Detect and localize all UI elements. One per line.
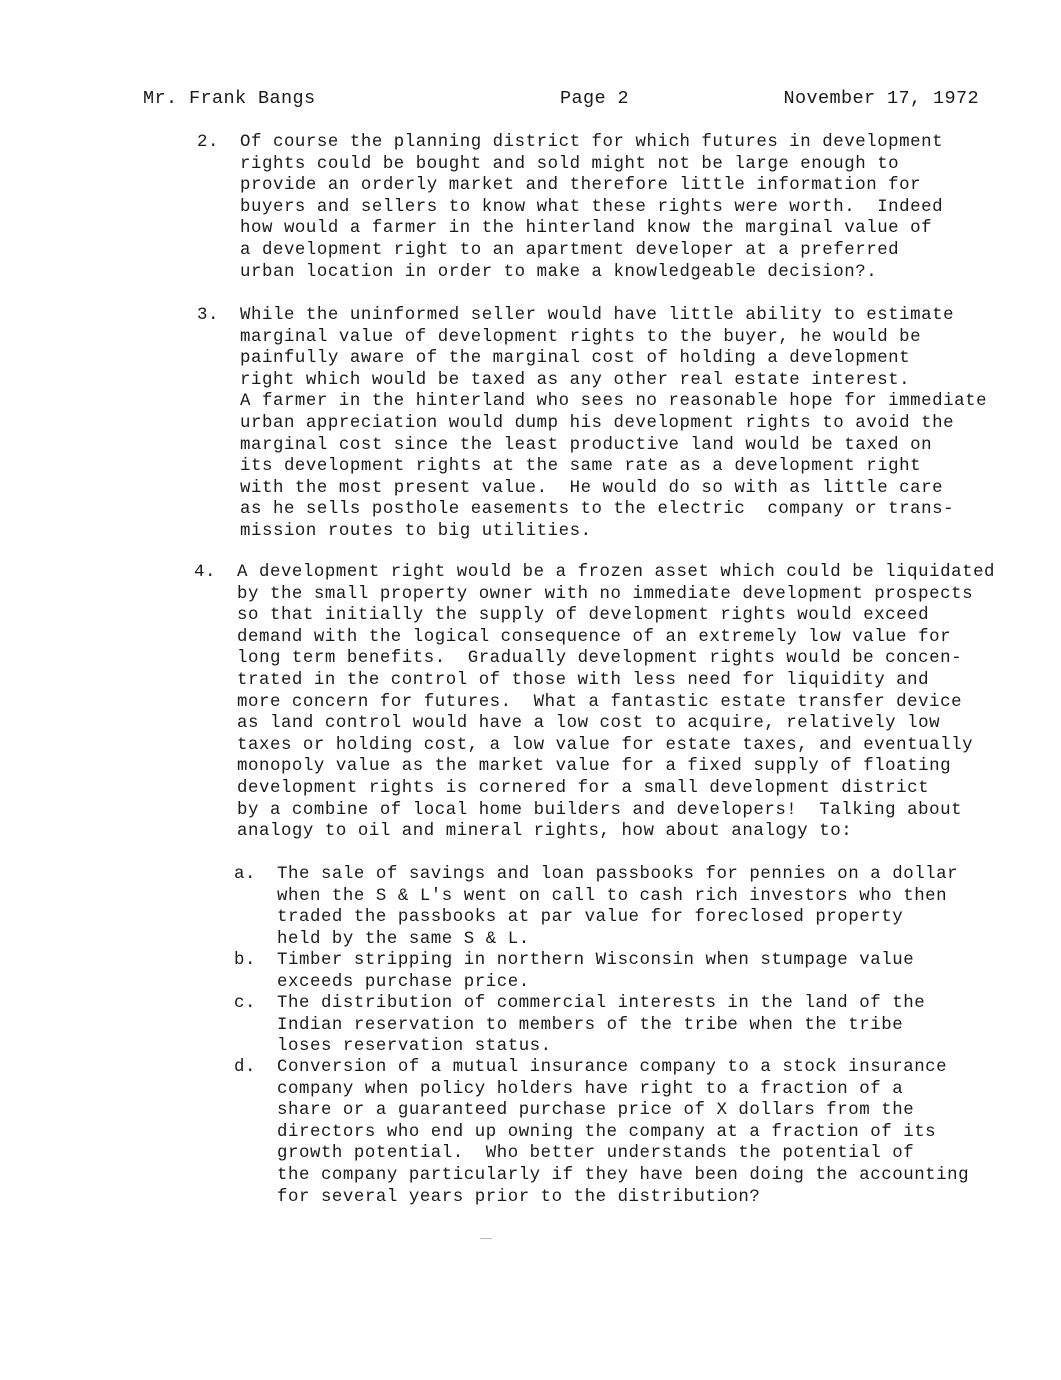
paragraph-line: urban location in order to make a knowledgeable decision?.	[240, 262, 878, 282]
subitem-a	[234, 864, 959, 950]
paragraph-number: 2.	[197, 133, 219, 152]
subitem-line: The distribution of commercial interests in the land of the	[277, 994, 926, 1013]
paragraph-line: long term benefits. Gradually development rights would be concen-	[237, 649, 963, 669]
subitem-line: company when policy holders have right to a fraction of a	[277, 1079, 904, 1099]
paragraph-line: mission routes to big utilities.	[240, 521, 592, 541]
subitem-line: Indian reservation to members of the tribe when the tribe	[277, 1015, 904, 1035]
page-header	[143, 88, 979, 114]
subitem-line: the company particularly if they have been doing the accounting	[277, 1165, 970, 1185]
paragraph-line: a development right to an apartment developer at a preferred	[240, 240, 900, 260]
subitem-d	[234, 1057, 970, 1208]
paragraph-line: by the small property owner with no immediate development prospects	[237, 584, 974, 604]
paragraph-line: painfully aware of the marginal cost of holding a development	[240, 349, 911, 369]
subitem-letter: a.	[234, 865, 256, 884]
paragraph-line: marginal value of development rights to the buyer, he would be	[240, 327, 922, 347]
paragraph-line: its development rights at the same rate as a development right	[240, 457, 922, 477]
paragraph-line: demand with the logical consequence of an extremely low value for	[237, 627, 952, 647]
letter-date: November 17, 1972	[783, 88, 979, 109]
subitem-line: held by the same S & L.	[277, 929, 530, 949]
paragraph-line: monopoly value as the market value for a fixed supply of floating	[237, 757, 952, 777]
paragraph-line: buyers and sellers to know what these rights were worth. Indeed	[240, 197, 944, 217]
paragraph-line: more concern for futures. What a fantastic estate transfer device	[237, 692, 963, 712]
paragraph-line: taxes or holding cost, a low value for estate taxes, and eventually	[237, 735, 974, 755]
subitem-line: loses reservation status.	[277, 1037, 552, 1057]
paragraph-line: urban appreciation would dump his development rights to avoid the	[240, 413, 955, 433]
paragraph-line: right which would be taxed as any other real estate interest.	[240, 370, 911, 390]
paragraph-line: analogy to oil and mineral rights, how about analogy to:	[237, 822, 853, 842]
subitem-line: share or a guaranteed purchase price of X dollars from the	[277, 1101, 915, 1121]
paragraph-4	[194, 562, 996, 843]
paragraph-line: trated in the control of those with less need for liquidity and	[237, 670, 930, 690]
subitem-line: traded the passbooks at par value for foreclosed property	[277, 908, 904, 928]
subitem-line: for several years prior to the distribution?	[277, 1187, 761, 1207]
paragraph-number: 3.	[197, 306, 219, 325]
paragraph-line: so that initially the supply of development rights would exceed	[237, 606, 930, 626]
subitem-c	[234, 993, 926, 1058]
scan-mark	[480, 1238, 492, 1239]
subitem-line: Timber stripping in northern Wisconsin when stumpage value	[277, 951, 915, 970]
subitem-line: exceeds purchase price.	[277, 972, 530, 992]
paragraph-line: provide an orderly market and therefore little information for	[240, 176, 922, 196]
paragraph-2	[197, 132, 944, 283]
subitem-b	[234, 950, 915, 993]
paragraph-line: A farmer in the hinterland who sees no reasonable hope for immediate	[240, 392, 988, 412]
page-number: Page 2	[560, 88, 630, 109]
subitem-letter: c.	[234, 994, 256, 1013]
paragraph-number: 4.	[194, 563, 216, 582]
subitem-line: growth potential. Who better understands the potential of	[277, 1144, 915, 1164]
paragraph-line: development rights is cornered for a small development district	[237, 778, 930, 798]
paragraph-line: rights could be bought and sold might not be large enough to	[240, 154, 900, 174]
subitem-line: Conversion of a mutual insurance company to a stock insurance	[277, 1058, 948, 1077]
paragraph-line: While the uninformed seller would have little ability to estimate	[240, 306, 955, 325]
subitem-line: The sale of savings and loan passbooks for pennies on a dollar	[277, 865, 959, 884]
paragraph-line: by a combine of local home builders and developers! Talking about	[237, 800, 963, 820]
subitem-line: directors who end up owning the company at a fraction of its	[277, 1122, 937, 1142]
paragraph-line: as land control would have a low cost to acquire, relatively low	[237, 714, 941, 734]
paragraph-3	[197, 305, 988, 543]
paragraph-line: how would a farmer in the hinterland know the marginal value of	[240, 219, 933, 239]
paragraph-line: with the most present value. He would do so with as little care	[240, 478, 944, 498]
subitem-letter: b.	[234, 951, 256, 970]
subitem-line: when the S & L's went on call to cash rich investors who then	[277, 886, 948, 906]
paragraph-line: A development right would be a frozen asset which could be liquidated	[237, 563, 996, 582]
addressee: Mr. Frank Bangs	[143, 88, 316, 109]
paragraph-line: Of course the planning district for which futures in development	[240, 133, 944, 152]
paragraph-line: as he sells posthole easements to the electric company or trans-	[240, 500, 955, 520]
subitem-letter: d.	[234, 1058, 256, 1077]
paragraph-line: marginal cost since the least productive land would be taxed on	[240, 435, 933, 455]
